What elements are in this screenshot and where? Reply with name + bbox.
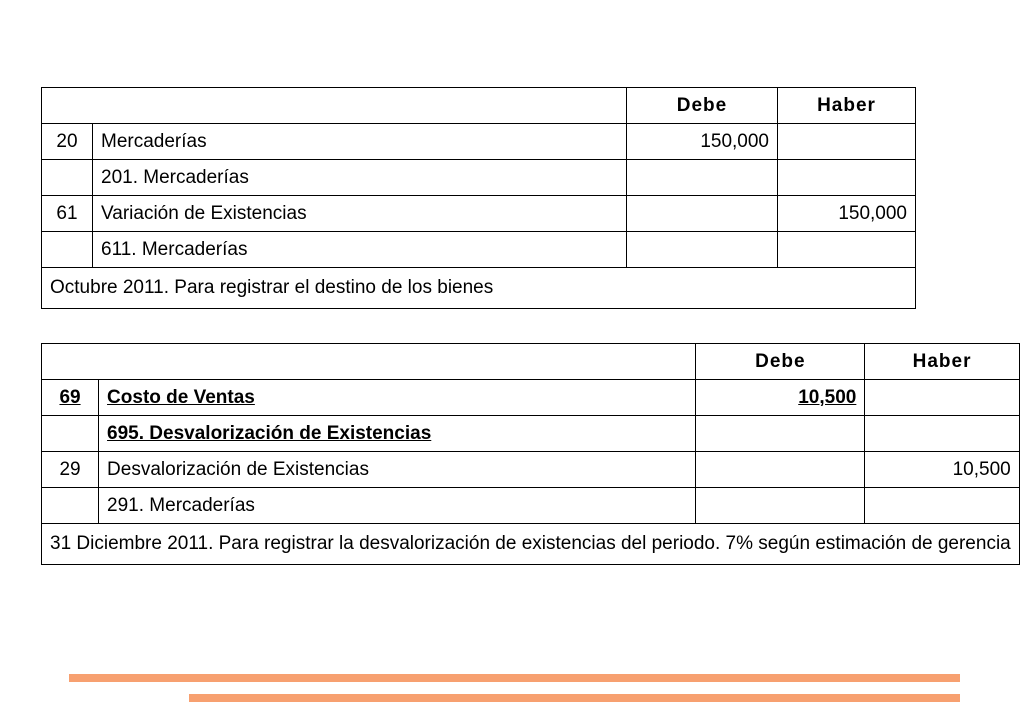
account-code: 20 xyxy=(42,124,93,160)
journal-entry-table-2 xyxy=(41,343,1020,565)
debe-amount xyxy=(696,452,865,488)
haber-amount xyxy=(865,416,1019,452)
table-row xyxy=(42,124,916,160)
debe-header: Debe xyxy=(627,88,778,124)
account-code xyxy=(42,380,99,416)
table-row xyxy=(42,416,1020,452)
header-blank-cell xyxy=(42,88,627,124)
debe-amount xyxy=(627,160,778,196)
account-name: 201. Mercaderías xyxy=(93,160,627,196)
table-row xyxy=(42,452,1020,488)
haber-amount xyxy=(865,380,1019,416)
haber-header: Haber xyxy=(865,344,1019,380)
account-name: 611. Mercaderías xyxy=(93,232,627,268)
haber-amount xyxy=(778,232,916,268)
account-code xyxy=(42,416,99,452)
haber-amount: 10,500 xyxy=(865,452,1019,488)
account-name xyxy=(99,380,696,416)
account-code xyxy=(42,160,93,196)
account-code-text: 69 xyxy=(59,386,81,408)
account-name-text: 695. Desvalorización de Existencias xyxy=(107,422,432,444)
table-row xyxy=(42,380,1020,416)
debe-amount xyxy=(696,416,865,452)
account-name: 291. Mercaderías xyxy=(99,488,696,524)
haber-amount xyxy=(865,488,1019,524)
account-name: Desvalorización de Existencias xyxy=(99,452,696,488)
account-code: 29 xyxy=(42,452,99,488)
debe-amount xyxy=(696,380,865,416)
entry-note: 31 Diciembre 2011. Para registrar la desvalorización de existencias del periodo. 7% según estimación de gerencia xyxy=(42,524,1020,565)
account-name: Variación de Existencias xyxy=(93,196,627,232)
account-code xyxy=(42,232,93,268)
header-blank-cell xyxy=(42,344,696,380)
accent-bar-top xyxy=(69,674,960,682)
debe-amount xyxy=(627,232,778,268)
entry-note: Octubre 2011. Para registrar el destino de los bienes xyxy=(42,268,916,309)
table-row xyxy=(42,232,916,268)
debe-header: Debe xyxy=(696,344,865,380)
debe-amount xyxy=(696,488,865,524)
note-row xyxy=(42,268,916,309)
table-row xyxy=(42,488,1020,524)
haber-amount: 150,000 xyxy=(778,196,916,232)
haber-header: Haber xyxy=(778,88,916,124)
debe-amount: 150,000 xyxy=(627,124,778,160)
table-header-row xyxy=(42,344,1020,380)
account-name xyxy=(99,416,696,452)
account-name-text: Costo de Ventas xyxy=(107,386,255,408)
debe-amount xyxy=(627,196,778,232)
journal-entry-table-1 xyxy=(41,87,916,309)
table-row xyxy=(42,160,916,196)
haber-amount xyxy=(778,160,916,196)
haber-amount xyxy=(778,124,916,160)
table-row xyxy=(42,196,916,232)
debe-amount-text: 10,500 xyxy=(798,386,857,408)
account-code: 61 xyxy=(42,196,93,232)
accent-bar-bottom xyxy=(189,694,960,702)
account-code xyxy=(42,488,99,524)
note-row xyxy=(42,524,1020,565)
account-name: Mercaderías xyxy=(93,124,627,160)
table-header-row xyxy=(42,88,916,124)
